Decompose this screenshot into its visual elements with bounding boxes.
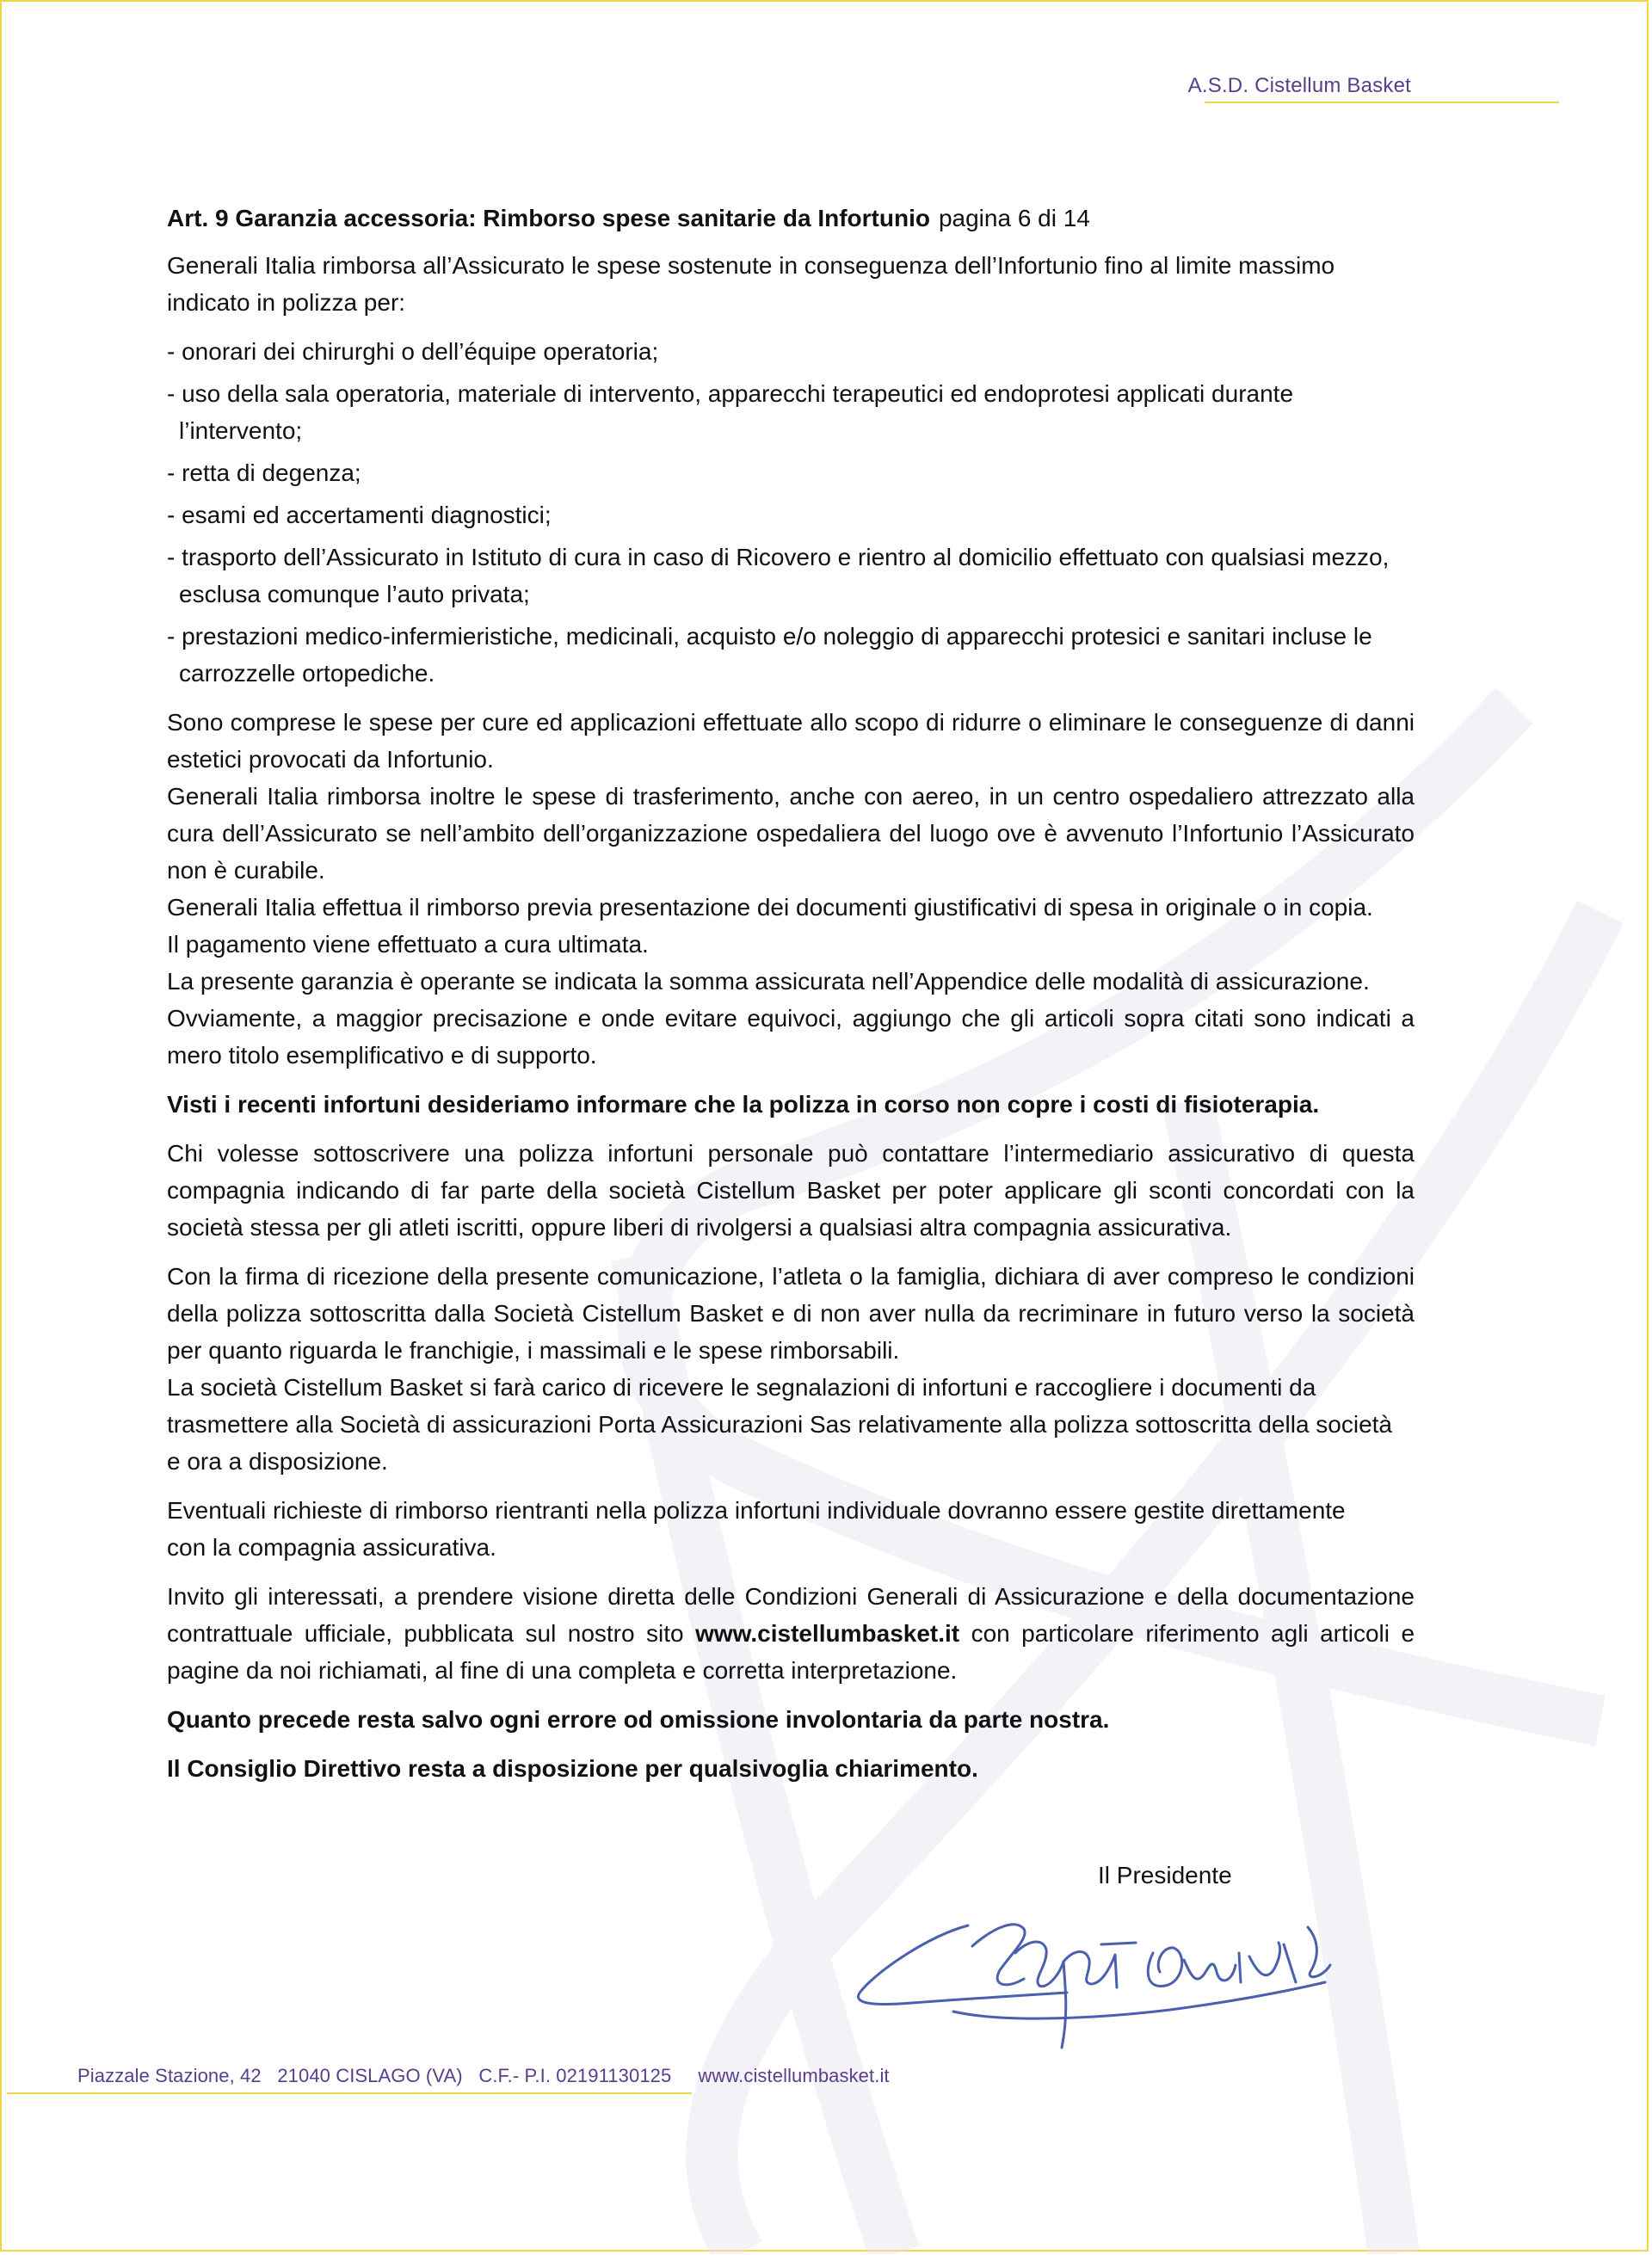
article-heading: Art. 9 Garanzia accessoria: Rimborso spese sanitarie da Infortunio [167,205,930,231]
clause-paragraph: Generali Italia effettua il rimborso previa presentazione dei documenti giustificativi di spesa in originale o in copia. [167,894,1373,921]
footer-address: Piazzale Stazione, 42 21040 CISLAGO (VA) C.F.- P.I. 02191130125 www.cistellumbasket.it [77,2065,890,2086]
reimbursement-paragraph [167,1492,1415,1566]
reports-line: e ora a disposizione. [167,1448,388,1475]
list-item: - uso della sala operatoria, materiale di intervento, apparecchi terapeutici ed endoprotesi applicati durante l’intervento; [167,380,1294,444]
list-item-continuation: carrozzelle ortopediche. [179,660,435,687]
invite-text: con particolare riferimento agli articoli e pagine da noi richiamati, al fine di una completa e corretta interpretazione. [167,1620,1415,1684]
invite-text: Invito gli interessati, a prendere visione diretta delle Condizioni Generali di Assicurazione e della documentazione contrattuale ufficiale, pubblicata sul nostro sito [167,1583,1415,1647]
clause-paragraph: Il pagamento viene effettuato a cura ultimata. [167,931,649,958]
document-body [167,200,1415,1799]
footer-divider [7,2092,692,2094]
list-item: - retta di degenza; [167,459,361,486]
personal-policy-paragraph: Chi volesse sottoscrivere una polizza infortuni personale può contattare l’intermediario assicurativo di questa compagnia indicando di far parte della società Cistellum Basket per poter applicare gli sconti concordati con la società stessa per gli atleti iscritti, oppure liberi di rivolgersi a qualsiasi altra compagnia assicurativa. [167,1140,1415,1241]
list-item [167,618,1415,692]
clause-paragraph: Ovviamente, a maggior precisazione e onde evitare equivoci, aggiungo che gli articoli sopra citati sono indicati a mero titolo esemplificativo e di supporto. [167,1005,1415,1069]
coverage-list [167,333,1415,692]
signature-block [843,1858,1359,2065]
board-note: Il Consiglio Direttivo resta a disposizione per qualsivoglia chiarimento. [167,1755,978,1782]
signature-clause: Con la firma di ricezione della presente comunicazione, l’atleta o la famiglia, dichiara di aver compreso le condizioni della polizza sottoscritta dalla Società Cistellum Basket e di non aver nulla da recriminare in futuro verso la società per quanto riguarda le franchigie, i massimali e le spese rimborsabili. [167,1263,1415,1364]
clause-paragraph: La presente garanzia è operante se indicata la somma assicurata nell’Appendice delle modalità di assicurazione. [167,968,1370,995]
reimbursement-line: con la compagnia assicurativa. [167,1534,496,1561]
header-organization: A.S.D. Cistellum Basket [1187,74,1411,97]
article-title [167,200,1415,237]
list-item-text: - prestazioni medico-infermieristiche, medicinali, acquisto e/o noleggio di apparecchi protesici e sanitari incluse le [167,623,1372,650]
list-item [167,539,1415,613]
list-item: - esami ed accertamenti diagnostici; [167,502,552,528]
website-link[interactable]: www.cistellumbasket.it [695,1620,960,1647]
list-item-continuation: esclusa comunque l’auto privata; [179,581,530,607]
handwritten-signature [843,1893,1342,2065]
clause-paragraph: Generali Italia rimborsa inoltre le spese di trasferimento, anche con aereo, in un centro ospedaliero attrezzato alla cura dell’Assicurato se nell’ambito dell’organizzazione ospedaliera del luogo ove è avvenuto l’Infortunio l’Assicurato non è curabile. [167,783,1415,884]
reimbursement-line: Eventuali richieste di rimborso rientranti nella polizza infortuni individuale dovranno essere gestite direttamente [167,1497,1346,1524]
reports-line: La società Cistellum Basket si farà carico di ricevere le segnalazioni di infortuni e raccogliere i documenti da trasmettere alla Società di assicurazioni Porta Assicurazioni Sas relativamente alla polizza sottoscritta della società [167,1374,1393,1438]
header-divider [1205,102,1559,103]
signature-clause-block [167,1258,1415,1480]
page-info: pagina 6 di 14 [938,205,1090,231]
invite-paragraph [167,1578,1415,1689]
physio-notice: Visti i recenti infortuni desideriamo informare che la polizza in corso non copre i costi di fisioterapia. [167,1091,1320,1118]
list-item: - onorari dei chirurghi o dell’équipe operatoria; [167,338,659,365]
article-clauses [167,704,1415,1074]
article-intro: Generali Italia rimborsa all’Assicurato le spese sostenute in conseguenza dell’Infortunio fino al limite massimo indicato in polizza per: [167,252,1335,316]
disclaimer: Quanto precede resta salvo ogni errore od omissione involontaria da parte nostra. [167,1706,1110,1733]
president-label: Il Presidente [1098,1862,1232,1888]
clause-paragraph: Sono comprese le spese per cure ed applicazioni effettuate allo scopo di ridurre o eliminare le conseguenze di danni estetici provocati da Infortunio. [167,709,1415,773]
list-item-text: - trasporto dell’Assicurato in Istituto di cura in caso di Ricovero e rientro al domicilio effettuato con qualsiasi mezzo, [167,544,1390,570]
